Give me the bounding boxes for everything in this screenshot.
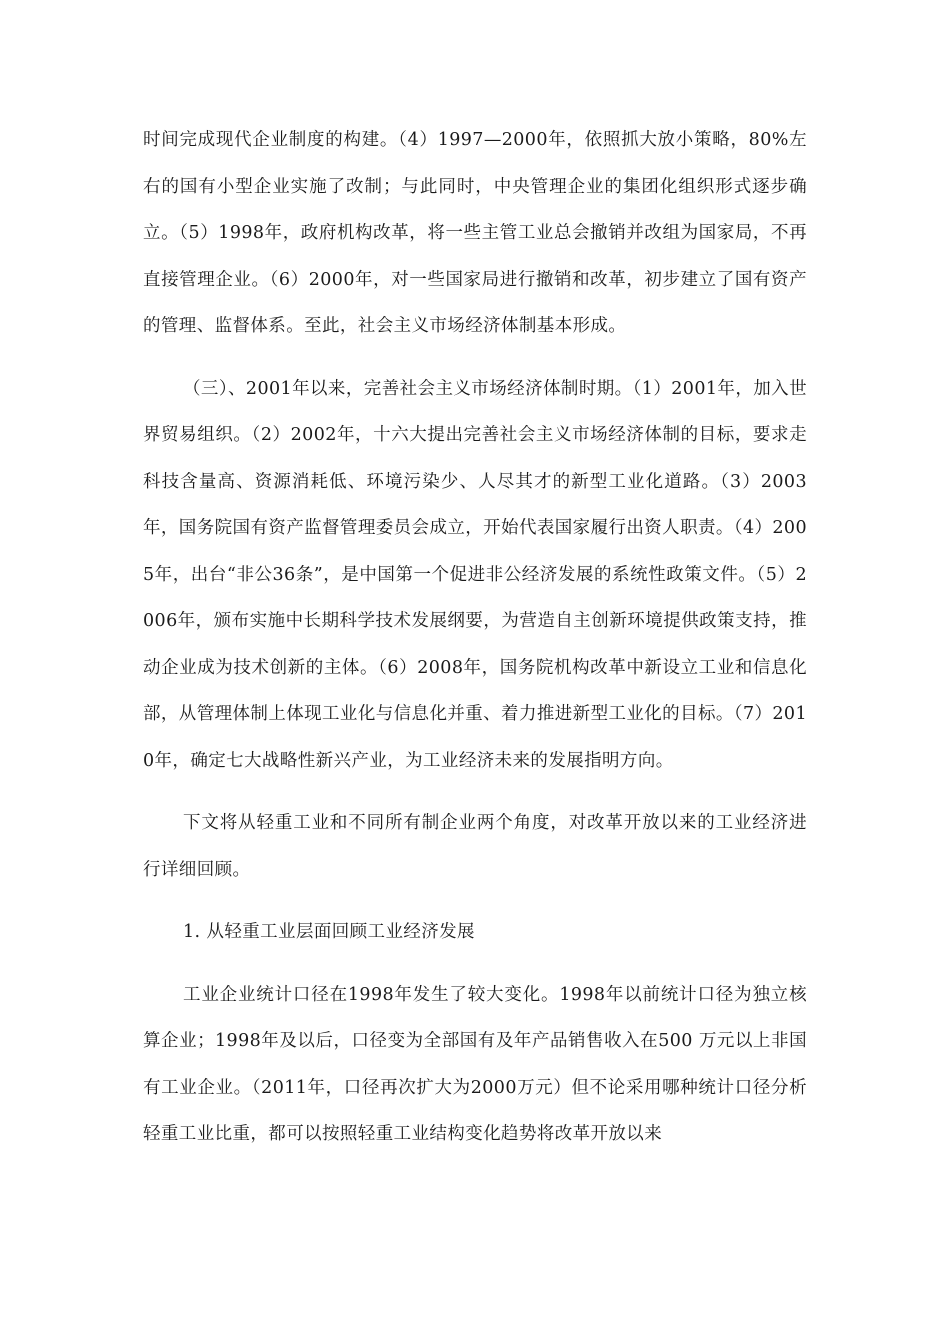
paragraph-period-three: （三）、2001年以来，完善社会主义市场经济体制时期。（1）2001年，加入世界贸易组织。（2）2002年，十六大提出完善社会主义市场经济体制的目标，要求走科技含量高、资源消耗低、环境污染少、人尽其才的新型工业化道路。（3）2003年，国务院国有资产监督管理委员会成立，开始代表国家履行出资人职责。（4）2005年，出台“非公36条”，是中国第一个促进非公经济发展的系统性政策文件。（5）2006年，颁布实施中长期科学技术发展纲要，为营造自主创新环境提供政策支持，推动企业成为技术创新的主体。（6）2008年，国务院机构改革中新设立工业和信息化部，从管理体制上体现工业化与信息化并重、着力推进新型工业化的目标。（7）2010年，确定七大战略性新兴产业，为工业经济未来的发展指明方向。	[143, 378, 807, 771]
paragraph-continuation: 时间完成现代企业制度的构建。（4）1997—2000年，依照抓大放小策略，80%左右的国有小型企业实施了改制；与此同时，中央管理企业的集团化组织形式逐步确立。（5）1998年，政府机构改革，将一些主管工业总会撤销并改组为国家局，不再直接管理企业。（6）2000年，对一些国家局进行撤销和改革，初步建立了国有资产的管理、监督体系。至此，社会主义市场经济体制基本形成。	[143, 130, 807, 336]
section-heading: 1. 从轻重工业层面回顾工业经济发展	[183, 922, 475, 942]
paragraph-statistics-scope: 工业企业统计口径在1998年发生了较大变化。1998年以前统计口径为独立核算企业；1998年及以后，口径变为全部国有及年产品销售收入在500 万元以上非国有工业企业。（2011年，口径再次扩大为2000万元）但不论采用哪种统计口径分析轻重工业比重，都可以按照轻重工业结构变化趋势将改革开放以来	[143, 984, 807, 1144]
paragraph-transition: 下文将从轻重工业和不同所有制企业两个角度，对改革开放以来的工业经济进行详细回顾。	[143, 813, 807, 880]
document-body	[143, 117, 807, 1158]
